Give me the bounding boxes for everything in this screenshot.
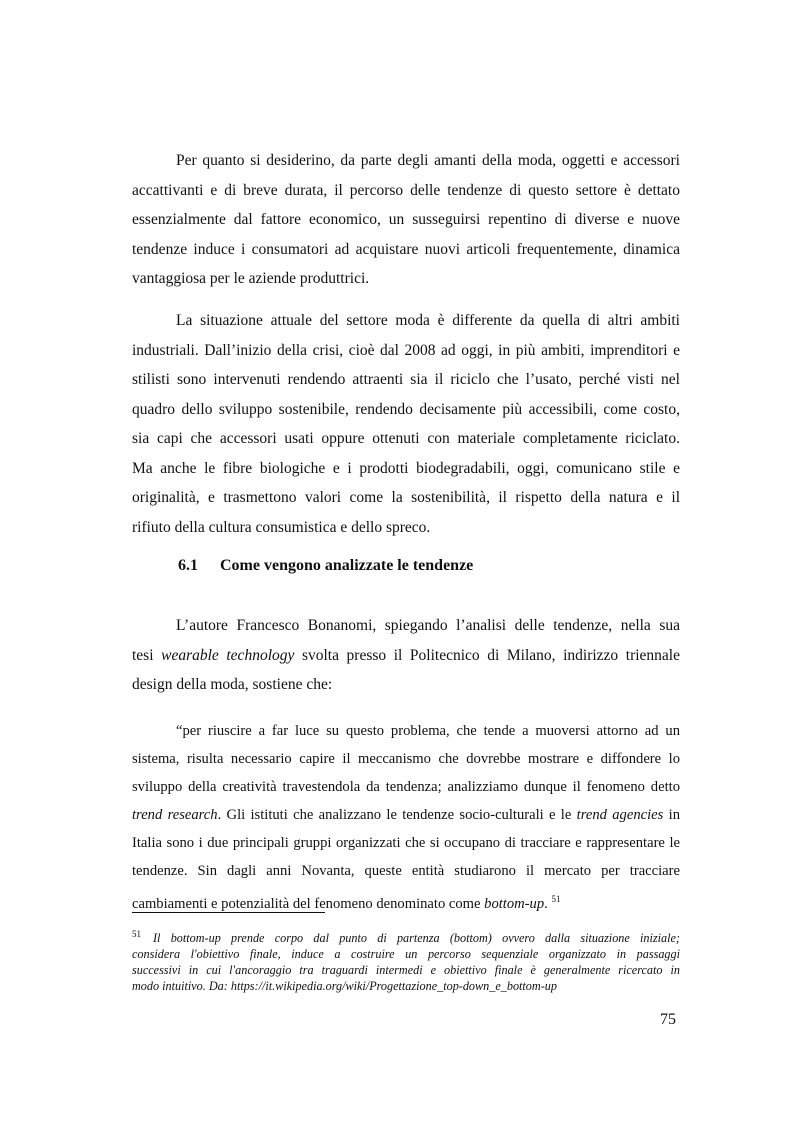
text-run: tesi <box>132 646 154 664</box>
paragraph-3 <box>132 611 680 700</box>
paragraph-line: design della moda, sostiene che: <box>132 676 333 693</box>
emphasis-text: wearable technology <box>161 646 295 664</box>
emphasis-text: trend agencies <box>576 807 664 823</box>
text-run: svolta presso il Politecnico di Milano, indirizzo triennale <box>301 646 680 664</box>
paragraph-line: L’autore Francesco Bonanomi, spiegando l’analisi delle tendenze, nella sua <box>176 617 680 634</box>
text-run: . <box>544 895 548 912</box>
text-run: . Gli istituti che analizzano le tendenze socio-culturali e le <box>217 807 572 823</box>
footnote <box>132 926 680 994</box>
paragraph-line: rifiuto della cultura consumistica e dello spreco. <box>132 518 431 536</box>
text-run: cambiamenti e potenzialità del fenomeno denominato come <box>132 895 481 912</box>
paragraph-line: originalità, e trasmettono valori come la sostenibilità, il rispetto della natura e il <box>132 489 680 506</box>
footnote-reference[interactable]: 51 <box>551 894 561 904</box>
emphasis-text: bottom-up <box>484 895 545 912</box>
paragraph-line: stilisti sono intervenuti rendendo attraenti sia il riciclo che l’usato, perché visti nel <box>132 371 680 388</box>
quote-line: “per riuscire a far luce su questo problema, che tende a muoversi attorno ad un <box>176 723 680 739</box>
section-title: Come vengono analizzate le tendenze <box>220 557 474 574</box>
footnote-line: modo intuitivo. Da: https://it.wikipedia.org/wiki/Progettazione_top-down_e_bottom-up <box>132 979 557 994</box>
footnote-line: successivi in cui l'ancoraggio tra traguardi intermedi e obiettivo finale è generalmente ricercato in <box>132 963 680 978</box>
footnote-number: 51 <box>132 929 141 939</box>
paragraph-2 <box>132 306 680 542</box>
paragraph-line <box>132 641 680 671</box>
paragraph-line: quadro dello sviluppo sostenibile, rendendo decisamente più accessibili, come costo, <box>132 400 680 418</box>
section-number: 6.1 <box>178 557 198 574</box>
footnote-line <box>132 926 680 946</box>
footnote-line: considera l'obiettivo finale, induce a costruire un percorso sequenziale organizzato in passaggi <box>132 947 680 962</box>
quote-line: tendenze. Sin dagli anni Novanta, queste entità studiarono il mercato per tracciare <box>132 863 680 879</box>
paragraph-line: essenzialmente dal fattore economico, un susseguirsi repentino di diverse e nuove <box>132 211 680 228</box>
paragraph-line: Per quanto si desiderino, da parte degli amanti della moda, oggetti e accessori <box>176 152 680 169</box>
paragraph-line: vantaggiosa per le aziende produttrici. <box>132 270 370 287</box>
text-run: Il bottom-up prende corpo dal punto di partenza (bottom) ovvero dalla situazione iniziale; <box>153 931 680 946</box>
text-run: in <box>668 807 680 823</box>
quote-line: Italia sono i due principali gruppi organizzati che si occupano di tracciare e rappresentare le <box>132 835 680 851</box>
quote-line: sistema, risulta necessario capire il meccanismo che dovrebbe mostrare e diffondere lo <box>132 751 680 767</box>
quote-line: sviluppo della creatività travestendola da tendenza; analizziamo dunque il fenomeno detto <box>132 779 680 795</box>
paragraph-line: sia capi che accessori usati oppure ottenuti con materiale completamente riciclato. <box>132 430 680 447</box>
footnote-separator <box>132 912 325 913</box>
section-heading <box>178 557 473 575</box>
block-quote <box>132 717 680 918</box>
emphasis-text: trend research <box>132 807 218 823</box>
paragraph-line: accattivanti e di breve durata, il percorso delle tendenze di questo settore è dettato <box>132 181 680 199</box>
quote-line <box>132 801 680 829</box>
paragraph-line: tendenze induce i consumatori ad acquistare nuovi articoli frequentemente, dinamica <box>132 240 680 258</box>
page-number: 75 <box>660 1011 676 1028</box>
paragraph-line: Ma anche le fibre biologiche e i prodotti biodegradabili, oggi, comunicano stile e <box>132 459 680 477</box>
paragraph-line: industriali. Dall’inizio della crisi, cioè dal 2008 ad oggi, in più ambiti, imprenditori e <box>132 341 680 359</box>
paragraph-1 <box>132 146 680 294</box>
paragraph-line: La situazione attuale del settore moda è differente da quella di altri ambiti <box>176 312 680 329</box>
